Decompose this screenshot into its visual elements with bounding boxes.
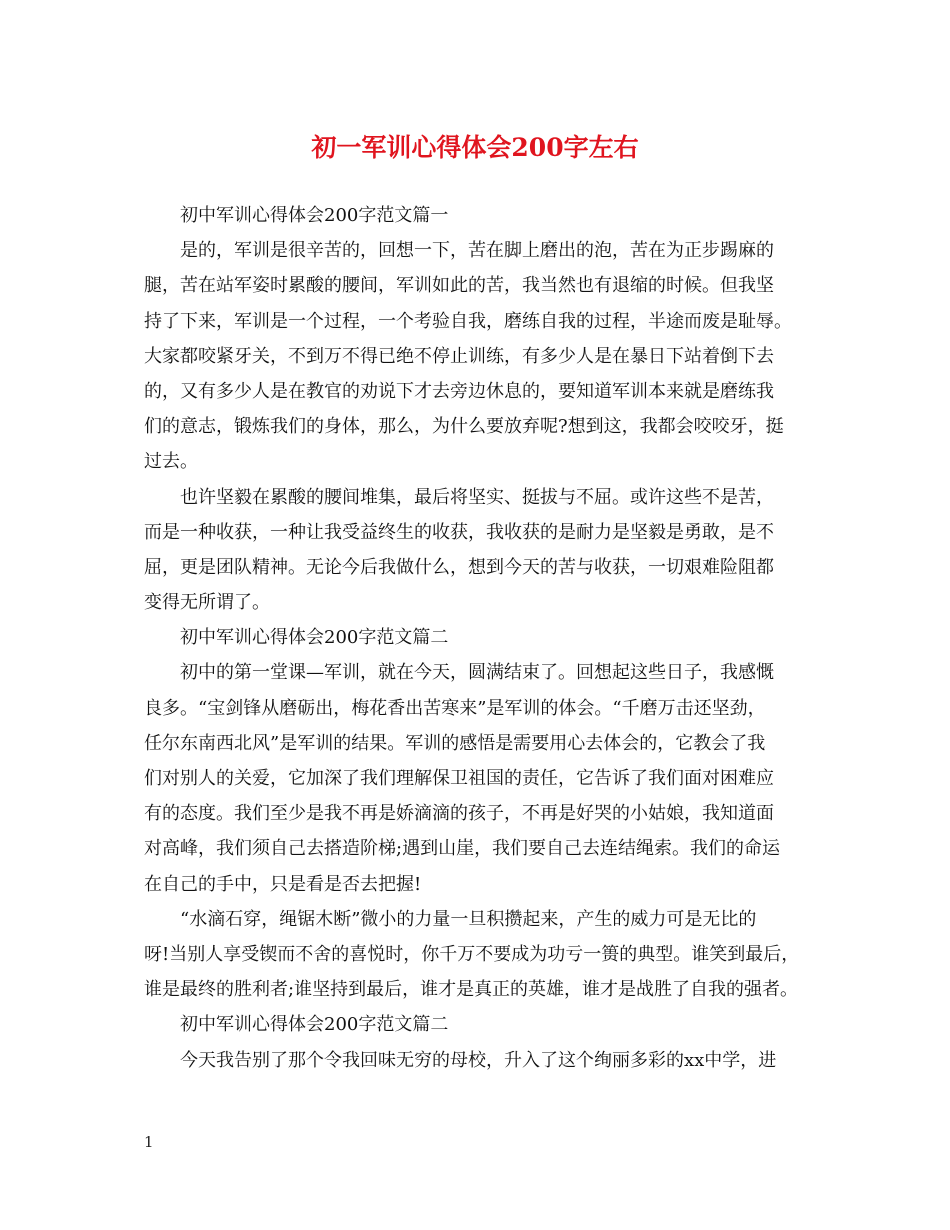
text-line: 在自己的手中，只是看是否去把握! bbox=[144, 873, 422, 895]
text-line: 初中的第一堂课—军训，就在今天，圆满结束了。回想起这些日子，我感慨 bbox=[180, 662, 774, 684]
document-title: 初一军训心得体会200字左右 bbox=[311, 133, 639, 162]
text-line: 初中军训心得体会200字范文篇二 bbox=[180, 627, 449, 649]
text-line: 腿，苦在站军姿时累酸的腰间，军训如此的苦，我当然也有退缩的时候。但我坚 bbox=[144, 275, 774, 297]
text-line: 今天我告别了那个令我回味无穷的母校，升入了这个绚丽多彩的xx中学，进 bbox=[180, 1049, 777, 1071]
text-line: 们的意志，锻炼我们的身体，那么，为什么要放弃呢?想到这，我都会咬咬牙，挺 bbox=[144, 416, 784, 438]
text-line: 有的态度。我们至少是我不再是娇滴滴的孩子，不再是好哭的小姑娘，我知道面 bbox=[144, 803, 774, 825]
text-line: 持了下来，军训是一个过程，一个考验自我，磨练自我的过程，半途而废是耻辱。 bbox=[144, 310, 792, 332]
text-line: 变得无所谓了。 bbox=[144, 592, 270, 614]
text-line: 屈，更是团队精神。无论今后我做什么，想到今天的苦与收获，一切艰难险阻都 bbox=[144, 556, 774, 578]
text-line: 谁是最终的胜利者;谁坚持到最后，谁才是真正的英雄，谁才是战胜了自我的强者。 bbox=[144, 979, 799, 1001]
text-line: 初中军训心得体会200字范文篇二 bbox=[180, 1014, 449, 1036]
text-line: 而是一种收获，一种让我受益终生的收获，我收获的是耐力是坚毅是勇敢，是不 bbox=[144, 521, 774, 543]
text-line: 们对别人的关爱，它加深了我们理解保卫祖国的责任，它告诉了我们面对困难应 bbox=[144, 768, 774, 789]
text-line: 的，又有多少人是在教官的劝说下才去旁边休息的，要知道军训本来就是磨练我 bbox=[144, 380, 774, 402]
text-line: 对高峰，我们须自己去搭造阶梯;遇到山崖，我们要自己去连结绳索。我们的命运 bbox=[144, 838, 781, 860]
text-line: “水滴石穿，绳锯木断”微小的力量一旦积攒起来，产生的威力可是无比的 bbox=[180, 908, 757, 930]
text-line: 初中军训心得体会200字范文篇一 bbox=[180, 205, 449, 226]
text-line: 良多。“宝剑锋从磨砺出，梅花香出苦寒来”是军训的体会。“千磨万击还坚劲， bbox=[144, 697, 766, 719]
text-line: 大家都咬紧牙关，不到万不得已绝不停止训练，有多少人是在暴日下站着倒下去 bbox=[144, 345, 774, 367]
text-line: 过去。 bbox=[144, 451, 198, 473]
document-body bbox=[144, 198, 809, 1078]
text-line: 呀!当别人享受锲而不舍的喜悦时，你千万不要成为功亏一篑的典型。谁笑到最后， bbox=[144, 943, 800, 965]
text-line: 是的，军训是很辛苦的，回想一下，苦在脚上磨出的泡，苦在为正步踢麻的 bbox=[180, 240, 774, 262]
page-number: 1 bbox=[144, 1133, 154, 1151]
text-line: 任尔东南西北风”是军训的结果。军训的感悟是需要用心去体会的，它教会了我 bbox=[144, 732, 766, 754]
text-line: 也许坚毅在累酸的腰间堆集，最后将坚实、挺拔与不屈。或许这些不是苦， bbox=[180, 486, 774, 508]
